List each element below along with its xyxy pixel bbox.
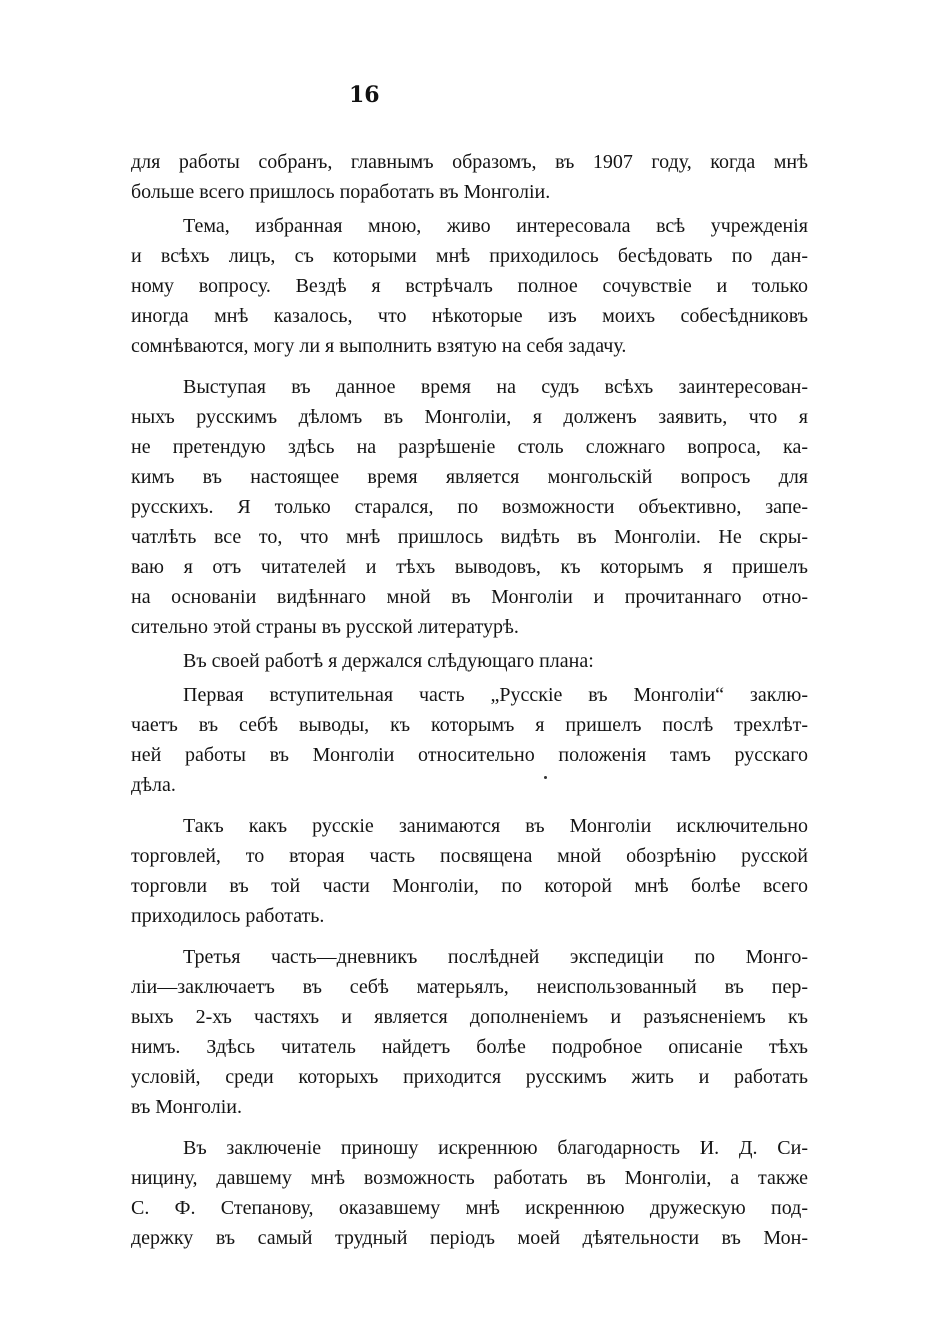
text-line: чатлѣть все то, что мнѣ пришлось видѣть въ Монголіи. Не скры- xyxy=(131,526,808,548)
text-line: Первая вступительная часть „Русскіе въ Монголіи“ заклю- xyxy=(183,684,808,706)
text-line: Въ заключеніе приношу искреннюю благодарность И. Д. Си- xyxy=(183,1137,808,1159)
text-line: не претендую здѣсь на разрѣшеніе столь сложнаго вопроса, ка- xyxy=(131,436,808,458)
text-line: въ Монголіи. xyxy=(131,1096,242,1118)
text-line: нимъ. Здѣсь читатель найдетъ болѣе подробное описаніе тѣхъ xyxy=(131,1036,808,1058)
paragraph-3 xyxy=(131,372,808,642)
text-line: С. Ф. Степанову, оказавшему мнѣ искреннюю дружескую под- xyxy=(131,1197,808,1219)
text-line: выхъ 2-хъ частяхъ и является дополненіемъ и разъясненіемъ къ xyxy=(131,1006,808,1028)
text-line: кимъ въ настоящее время является монгольскій вопросъ для xyxy=(131,466,808,488)
paragraph-8 xyxy=(131,1133,808,1253)
text-line: для работы собранъ, главнымъ образомъ, въ 1907 году, когда мнѣ xyxy=(131,151,808,173)
paragraph-6 xyxy=(131,811,808,931)
paragraph-5 xyxy=(131,680,808,800)
text-line: Третья часть—дневникъ послѣдней экспедиціи по Монго- xyxy=(183,946,808,968)
text-line: Такъ какъ русскіе занимаются въ Монголіи исключительно xyxy=(183,815,808,837)
body-text xyxy=(131,147,808,1253)
text-line: ліи—заключаетъ въ себѣ матерьялъ, неиспользованный въ пер- xyxy=(131,976,808,998)
text-line: чаетъ въ себѣ выводы, къ которымъ я пришелъ послѣ трехлѣт- xyxy=(131,714,808,736)
text-line: ваю я отъ читателей и тѣхъ выводовъ, къ которымъ я пришелъ xyxy=(131,556,808,578)
text-line: приходилось работать. xyxy=(131,905,325,927)
text-line: держку въ самый трудный періодъ моей дѣятельности въ Мон- xyxy=(131,1227,808,1249)
text-line: торговлей, то вторая часть посвящена мной обозрѣнію русской xyxy=(131,845,808,867)
text-line: ней работы въ Монголіи относительно положенія тамъ русскаго xyxy=(131,744,808,766)
text-line: Тема, избранная мною, живо интересовала всѣ учрежденія xyxy=(183,215,808,237)
text-line: русскихъ. Я только старался, по возможности объективно, запе- xyxy=(131,496,808,518)
text-line: иногда мнѣ казалось, что нѣкоторые изъ моихъ собесѣдниковъ xyxy=(131,305,808,327)
text-line: Въ своей работѣ я держался слѣдующаго плана: xyxy=(183,650,594,672)
text-line: на основаніи видѣннаго мной въ Монголіи и прочитаннаго отно- xyxy=(131,586,808,608)
print-speck xyxy=(544,776,547,779)
paragraph-7 xyxy=(131,942,808,1122)
page-number: 16 xyxy=(349,82,380,108)
paragraph-1 xyxy=(131,147,808,207)
paragraph-4 xyxy=(131,646,808,676)
text-line: Выступая въ данное время на судъ всѣхъ заинтересован- xyxy=(183,376,808,398)
text-line: сительно этой страны въ русской литературѣ. xyxy=(131,616,519,638)
paragraph-2 xyxy=(131,211,808,361)
text-line: ному вопросу. Вездѣ я встрѣчалъ полное сочувствіе и только xyxy=(131,275,808,297)
text-line: условій, среди которыхъ приходится русскимъ жить и работать xyxy=(131,1066,808,1088)
text-line: сомнѣваются, могу ли я выполнить взятую на себя задачу. xyxy=(131,335,627,357)
text-line: ныхъ русскимъ дѣломъ въ Монголіи, я долженъ заявить, что я xyxy=(131,406,808,428)
text-line: торговли въ той части Монголіи, по которой мнѣ болѣе всего xyxy=(131,875,808,897)
text-line: больше всего пришлось поработать въ Монголіи. xyxy=(131,181,551,203)
text-line: дѣла. xyxy=(131,774,176,796)
text-line: ницину, давшему мнѣ возможность работать въ Монголіи, а также xyxy=(131,1167,808,1189)
text-line: и всѣхъ лицъ, съ которыми мнѣ приходилось бесѣдовать по дан- xyxy=(131,245,808,267)
